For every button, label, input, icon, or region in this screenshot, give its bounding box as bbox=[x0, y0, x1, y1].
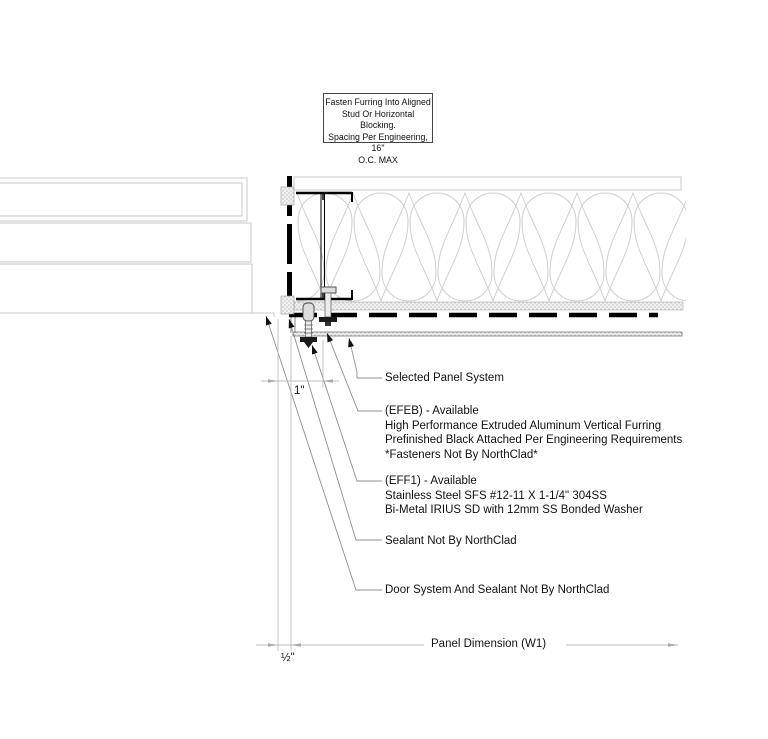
dim-furring-depth: 1" bbox=[294, 385, 305, 397]
insulation-batt bbox=[297, 191, 686, 303]
label-sealant: Sealant Not By NorthClad bbox=[385, 535, 517, 547]
annotation-line: O.C. MAX bbox=[358, 154, 398, 165]
label-door-system: Door System And Sealant Not By NorthClad bbox=[385, 584, 610, 596]
annotation-line: Stud Or Horizontal Blocking. bbox=[341, 108, 415, 131]
panel-face-line bbox=[291, 317, 682, 336]
dim-panel-gap: ½" bbox=[281, 652, 295, 664]
annotation-line: Fasten Furring Into Aligned bbox=[325, 97, 431, 107]
annotation-box bbox=[323, 93, 433, 165]
sealant-hatch-top bbox=[281, 187, 294, 205]
eff1-line: Bi-Metal IRIUS SD with 12mm SS Bonded Washer bbox=[385, 504, 643, 517]
annotation-line: Spacing Per Engineering, 16" bbox=[328, 131, 428, 154]
label-eff1 bbox=[385, 474, 643, 518]
efeb-line: *Fasteners Not By NorthClad* bbox=[385, 448, 538, 461]
efeb-line: Prefinished Black Attached Per Engineering Requirements bbox=[385, 434, 683, 447]
leader-lines bbox=[266, 316, 382, 590]
sealant-hatch-bottom bbox=[281, 296, 294, 314]
label-selected-panel-system: Selected Panel System bbox=[385, 372, 504, 384]
label-efeb bbox=[385, 404, 682, 462]
sheathing-strip bbox=[294, 302, 683, 310]
door-frame bbox=[0, 178, 274, 317]
eff1-line: Stainless Steel SFS #12-11 X 1-1/4" 304SS bbox=[385, 489, 607, 502]
sheathing-band bbox=[294, 177, 681, 190]
efeb-title: (EFEB) - Available bbox=[385, 405, 479, 417]
eff1-title: (EFF1) - Available bbox=[385, 475, 477, 487]
efeb-line: High Performance Extruded Aluminum Vertical Furring bbox=[385, 419, 662, 432]
dim-panel-width: Panel Dimension (W1) bbox=[428, 637, 549, 652]
